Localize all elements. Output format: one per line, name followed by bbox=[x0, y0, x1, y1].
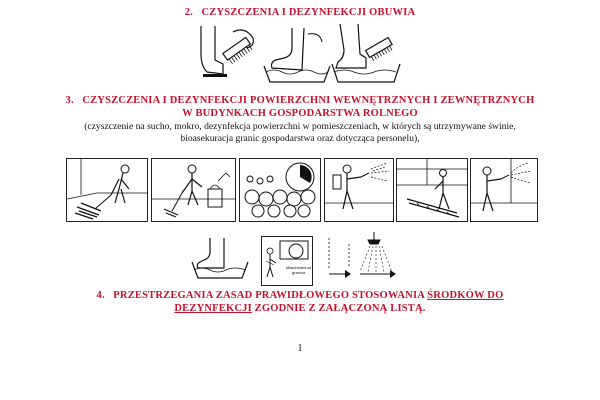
spraying-disinfectant-illustration bbox=[324, 158, 394, 222]
section-2-heading: 2. CZYSZCZENIA I DEZYNFEKCJI OBUWIA bbox=[184, 7, 416, 18]
disinfectants-link-part1: ŚRODKÓW DO bbox=[427, 290, 504, 301]
boot-sole-dip-illustration bbox=[262, 28, 332, 84]
detergent-foam-timer-illustration bbox=[239, 158, 321, 222]
pressure-washing-illustration bbox=[470, 158, 538, 222]
disinfectants-link-part2: DEZYNFEKCJI bbox=[174, 303, 252, 314]
boot-scrub-tray-illustration bbox=[330, 24, 402, 84]
section-3-note-line1: (czyszczenie na sucho, mokro, dezynfekcja powierzchni w pomieszczeniach, w których są utrzymywane świnie, bbox=[84, 121, 516, 132]
arrow-step-illustration bbox=[325, 238, 355, 280]
personnel-shower-illustration bbox=[356, 232, 402, 280]
section-3-heading-line2: W BUDYNKACH GOSPODARSTWA ROLNEGO bbox=[182, 108, 418, 119]
farm-boundary-vehicle-illustration bbox=[261, 236, 313, 286]
section-4-heading-line2: DEZYNFEKCJI ZGODNIE Z ZAŁĄCZONĄ LISTĄ. bbox=[174, 303, 426, 314]
page-number: 1 bbox=[297, 343, 303, 354]
foot-bath-illustration bbox=[190, 238, 250, 280]
boot-brushing-illustration bbox=[193, 24, 263, 84]
wet-cleaning-illustration bbox=[151, 158, 236, 222]
section-3-note-line2: bioasekuracja granic gospodarstwa oraz dotycząca personelu), bbox=[180, 133, 420, 144]
section-4-heading-line1: 4. PRZESTRZEGANIA ZASAD PRAWIDŁOWEGO STOSOWANIA ŚRODKÓW DO bbox=[96, 290, 504, 301]
dry-sweeping-illustration bbox=[66, 158, 148, 222]
section-3-heading-line1: 3. CZYSZCZENIA I DEZYNFEKCJI POWIERZCHNI WEWNĘTRZNYCH I ZEWNĘTRZNYCH bbox=[65, 95, 535, 106]
floor-drain-illustration bbox=[396, 158, 468, 222]
illustration-caption: Maschinenhof granica bbox=[286, 265, 311, 275]
